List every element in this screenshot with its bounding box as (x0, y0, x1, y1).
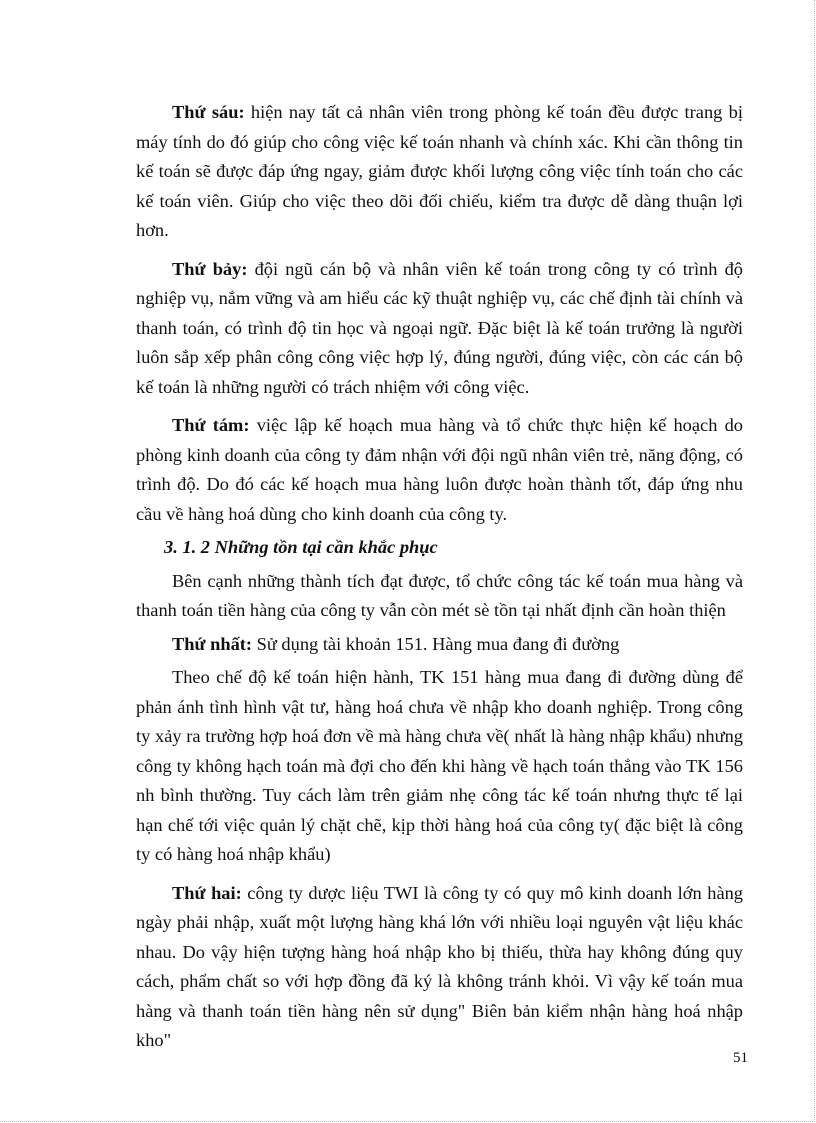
paragraph-separator: : (238, 102, 251, 122)
paragraph-text: Sử dụng tài khoản 151. Hàng mua đang đi đường (256, 633, 620, 654)
paragraph-lead: Thứ bảy (172, 258, 242, 279)
paragraph-lead: Thứ hai (172, 882, 236, 903)
paragraph-text: đội ngũ cán bộ và nhân viên kế toán trong công ty có trình độ nghiệp vụ, nắm vững và am hiểu các kỹ thuật nghiệp vụ, các chế định tài chính và thanh toán, có trình độ tin học và ngoại ngữ. Đặc biệt là kế toán trưởng là người luôn sắp xếp phân công công việc hợp lý, đúng người, đúng việc, còn các cán bộ kế toán là những người có trách nhiệm với công việc. (136, 258, 743, 397)
paragraph-lead: Thứ nhất (172, 633, 246, 654)
paragraph-thu-tam (136, 411, 743, 529)
paragraph-thu-bay (136, 255, 743, 403)
paragraph-separator: : (245, 633, 257, 654)
paragraph-separator: : (241, 258, 255, 279)
paragraph-text: hiện nay tất cả nhân viên trong phòng kế toán đều được trang bị máy tính do đó giúp cho công việc kế toán nhanh và chính xác. Khi cần thông tin kế toán sẽ được đáp ứng ngay, giảm được khối lượng công việc tính toán cho các kế toán viên. Giúp cho việc theo dõi đối chiếu, kiểm tra được dễ dàng thuận lợi hơn. (136, 102, 743, 240)
paragraph-tk151-detail: Theo chế độ kế toán hiện hành, TK 151 hàng mua đang đi đường dùng để phản ánh tình hình vật tư, hàng hoá chưa về nhập kho doanh nghiệp. Trong công ty xảy ra trường hợp hoá đơn về mà hàng chưa về( nhất là hàng nhập khẩu) nhưng công ty không hạch toán mà đợi cho đến khi hàng về hạch toán thẳng vào TK 156 nh bình thường. Tuy cách làm trên giảm nhẹ công tác kế toán nhưng thực tế lại hạn chế tới việc quản lý chặt chẽ, kịp thời hàng hoá của công ty( đặc biệt là công ty có hàng hoá nhập khẩu) (136, 667, 743, 864)
paragraph-text: công ty dược liệu TWI là công ty có quy mô kinh doanh lớn hàng ngày phải nhập, xuất một lượng hàng khá lớn với nhiều loại nguyên vật liệu khác nhau. Do vậy hiện tượng hàng hoá nhập kho bị thiếu, thừa hay không đúng quy cách, phẩm chất so với hợp đồng đã ký là không tránh khỏi. Vì vậy kế toán mua hàng và thanh toán tiền hàng nên sử dụng" Biên bản kiểm nhận hàng hoá nhập kho" (136, 882, 743, 1050)
paragraph-text: việc lập kế hoạch mua hàng và tổ chức thực hiện kế hoạch do phòng kinh doanh của công ty đảm nhận với đội ngũ nhân viên trẻ, năng động, có trình độ. Do đó các kế hoạch mua hàng luôn được hoàn thành tốt, đáp ứng nhu cầu về hàng hoá dùng cho kinh doanh của công ty. (136, 415, 743, 524)
section-heading: 3. 1. 2 Những tồn tại cần khắc phục (164, 537, 438, 557)
document-body (136, 98, 743, 1065)
paragraph-thu-sau (136, 98, 743, 246)
paragraph-thu-hai (136, 879, 743, 1056)
paragraph-lead: Thứ tám (172, 415, 244, 435)
paragraph-thu-nhat (136, 630, 743, 660)
paragraph-separator: : (243, 415, 257, 435)
paragraph-separator: : (235, 882, 248, 903)
paragraph-intro: Bên cạnh những thành tích đạt được, tổ chức công tác kế toán mua hàng và thanh toán tiền hàng của công ty vẫn còn mét sè tồn tại nhất định cần hoàn thiện (136, 570, 743, 620)
page-number: 51 (733, 1050, 748, 1066)
paragraph-lead: Thứ sáu (172, 102, 239, 122)
